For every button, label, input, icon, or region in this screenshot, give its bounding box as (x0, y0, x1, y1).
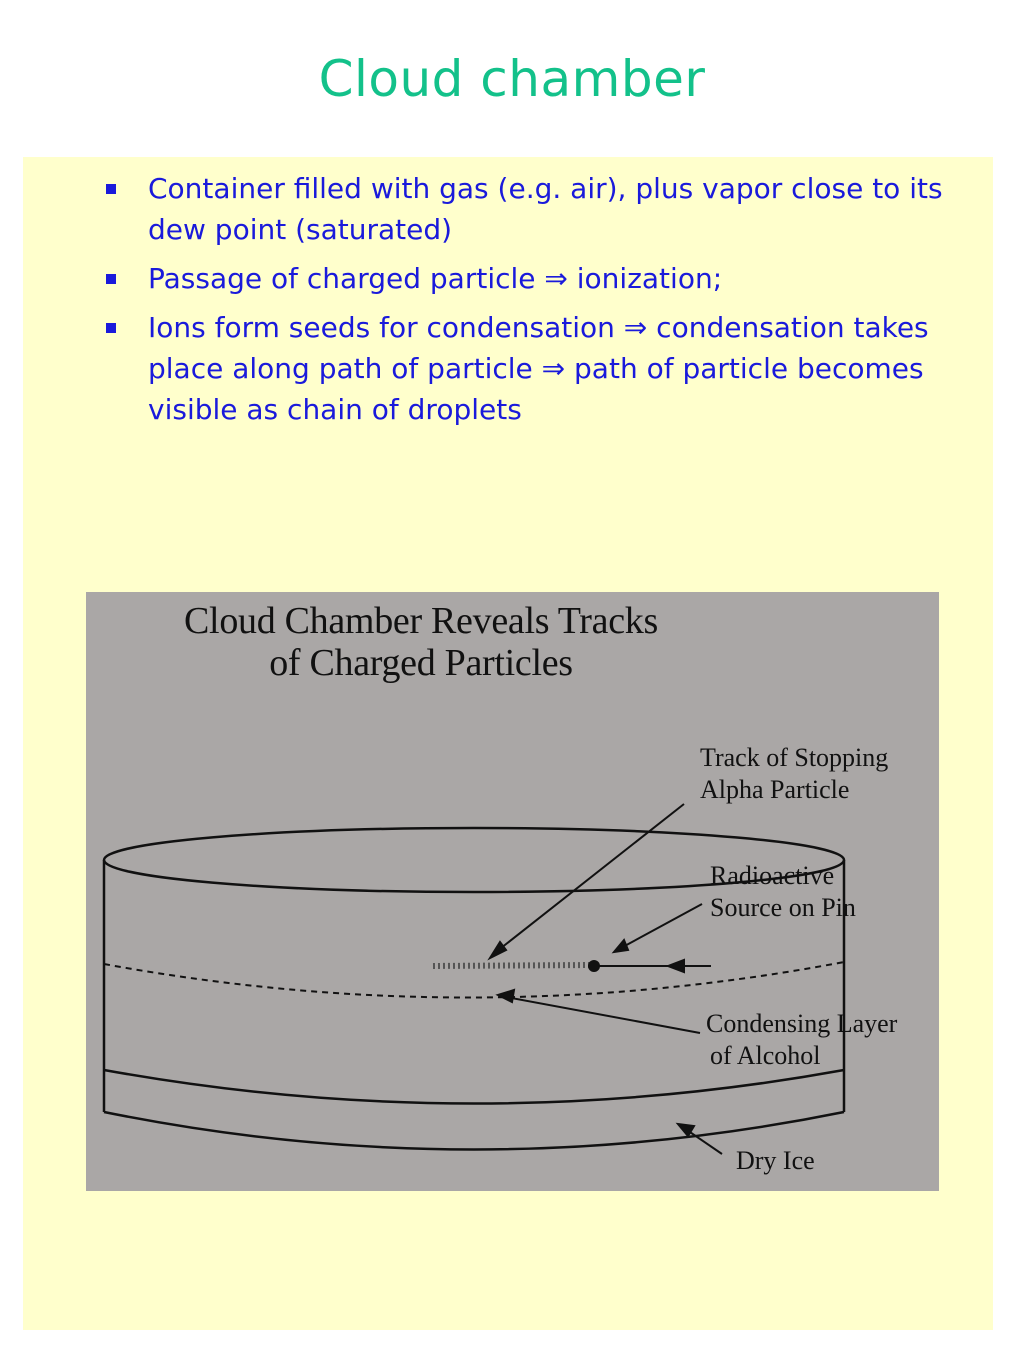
square-bullet-icon (106, 323, 116, 333)
square-bullet-icon (106, 184, 116, 194)
bullet-text: Container filled with gas (e.g. air), plus vapor close to its dew point (saturated) (148, 172, 943, 246)
slide-title: Cloud chamber (318, 50, 706, 108)
chamber-bottom-rim (104, 1112, 844, 1150)
dry-ice-top-line (104, 1070, 844, 1104)
bullet-text: Passage of charged particle ⇒ ionization; (148, 262, 723, 295)
square-bullet-icon (106, 274, 116, 284)
alpha-label-line-1: Track of Stopping (700, 743, 889, 772)
source-label-line-1: Radioactive (710, 861, 835, 890)
figure-title-line-1: Cloud Chamber Reveals Tracks (184, 600, 658, 642)
alpha-track (433, 965, 591, 966)
source-arrow-line (621, 904, 702, 948)
bullet-item (100, 258, 970, 299)
condensing-arrow-line (506, 997, 700, 1033)
dry-ice-label: Dry Ice (736, 1146, 815, 1175)
alpha-label-line-2: Alpha Particle (700, 775, 850, 804)
condensing-label-line-2: of Alcohol (710, 1041, 821, 1070)
bullet-item (100, 307, 970, 430)
condensing-arrow-head (498, 990, 514, 1002)
alpha-arrow-head (490, 942, 506, 958)
source-arrow-head (614, 940, 628, 952)
source-label-line-2: Source on Pin (710, 893, 856, 922)
condensing-label-line-1: Condensing Layer (706, 1009, 898, 1038)
bullet-text: Ions form seeds for condensation ⇒ condensation takes place along path of particle ⇒ path of particle becomes visible as chain of droplets (148, 311, 929, 426)
bullet-item (100, 168, 970, 250)
bullet-list (100, 168, 970, 438)
pin-arrow-head (668, 960, 684, 972)
figure-title-line-2: of Charged Particles (269, 642, 573, 684)
cloud-chamber-diagram (86, 592, 939, 1191)
